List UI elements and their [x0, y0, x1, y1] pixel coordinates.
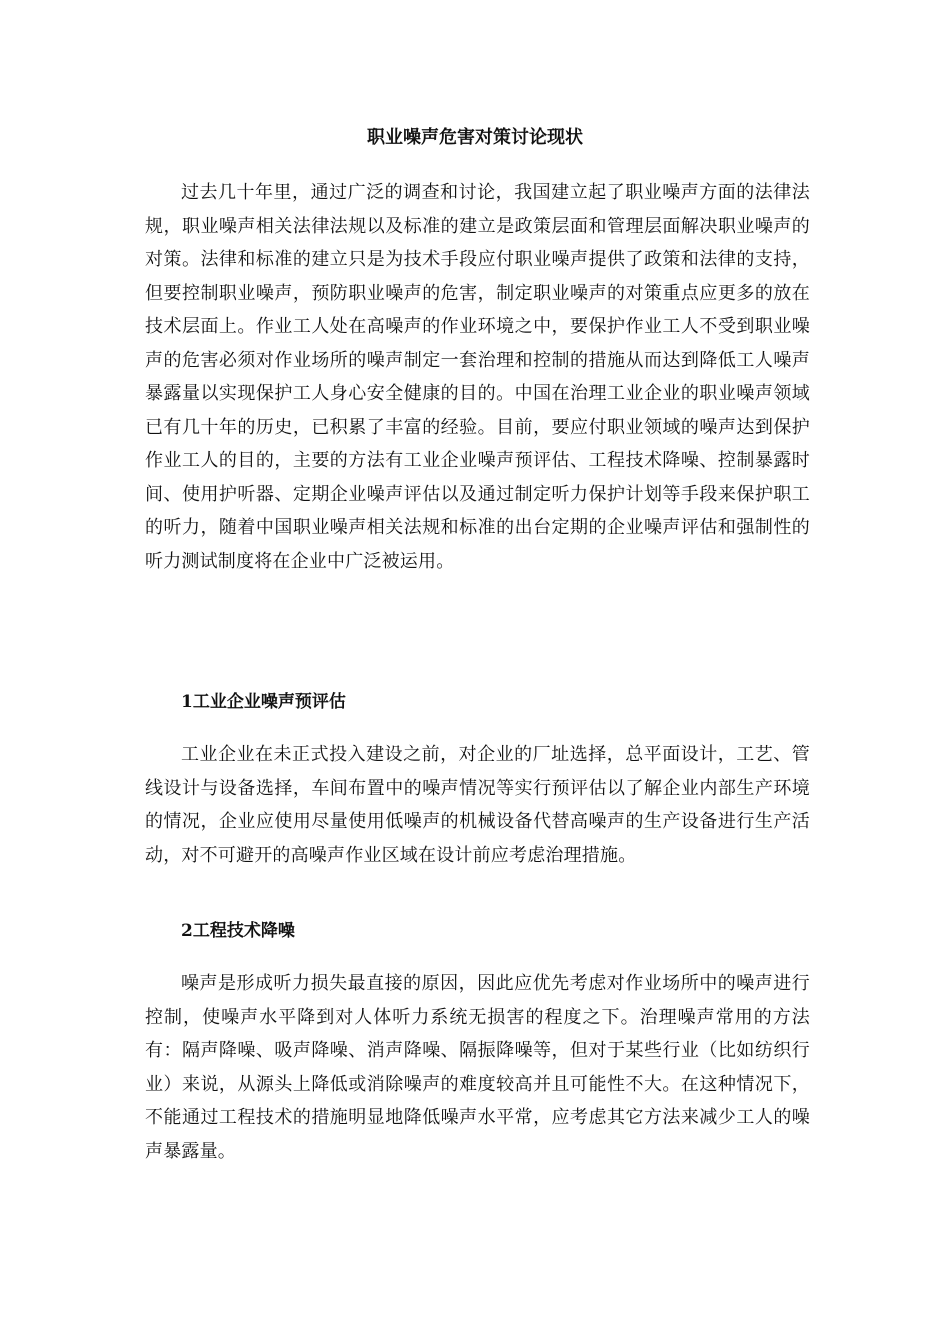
section-body-2: 噪声是形成听力损失最直接的原因，因此应优先考虑对作业场所中的噪声进行控制，使噪声水平降到对人体听力系统无损害的程度之下。治理噪声常用的方法有：隔声降噪、吸声降噪、消声降噪、隔振降噪等，但对于某些行业（比如纺织行业）来说，从源头上降低或消除噪声的难度较高并且可能性不大。在这种情况下，不能通过工程技术的措施明显地降低噪声水平常，应考虑其它方法来减少工人的噪声暴露量。 — [145, 973, 810, 1162]
section-heading-2: 2工程技术降噪 — [181, 921, 295, 941]
section-heading-1: 1工业企业噪声预评估 — [181, 692, 346, 712]
document-title: 职业噪声危害对策讨论现状 — [367, 127, 583, 148]
section-body-1: 工业企业在未正式投入建设之前，对企业的厂址选择，总平面设计，工艺、管线设计与设备选择，车间布置中的噪声情况等实行预评估以了解企业内部生产环境的情况，企业应使用尽量使用低噪声的机械设备代替高噪声的生产设备进行生产活动，对不可避开的高噪声作业区域在设计前应考虑治理措施。 — [145, 744, 810, 866]
intro-paragraph: 过去几十年里，通过广泛的调查和讨论，我国建立起了职业噪声方面的法律法规，职业噪声相关法律法规以及标准的建立是政策层面和管理层面解决职业噪声的对策。法律和标准的建立只是为技术手段应付职业噪声提供了政策和法律的支持，但要控制职业噪声，预防职业噪声的危害，制定职业噪声的对策重点应更多的放在技术层面上。作业工人处在高噪声的作业环境之中，要保护作业工人不受到职业噪声的危害必须对作业场所的噪声制定一套治理和控制的措施从而达到降低工人噪声暴露量以实现保护工人身心安全健康的目的。中国在治理工业企业的职业噪声领域已有几十年的历史，已积累了丰富的经验。目前，要应付职业领域的噪声达到保护作业工人的目的，主要的方法有工业企业噪声预评估、工程技术降噪、控制暴露时间、使用护听器、定期企业噪声评估以及通过制定听力保护计划等手段来保护职工的听力，随着中国职业噪声相关法规和标准的出台定期的企业噪声评估和强制性的听力测试制度将在企业中广泛被运用。 — [145, 182, 810, 572]
